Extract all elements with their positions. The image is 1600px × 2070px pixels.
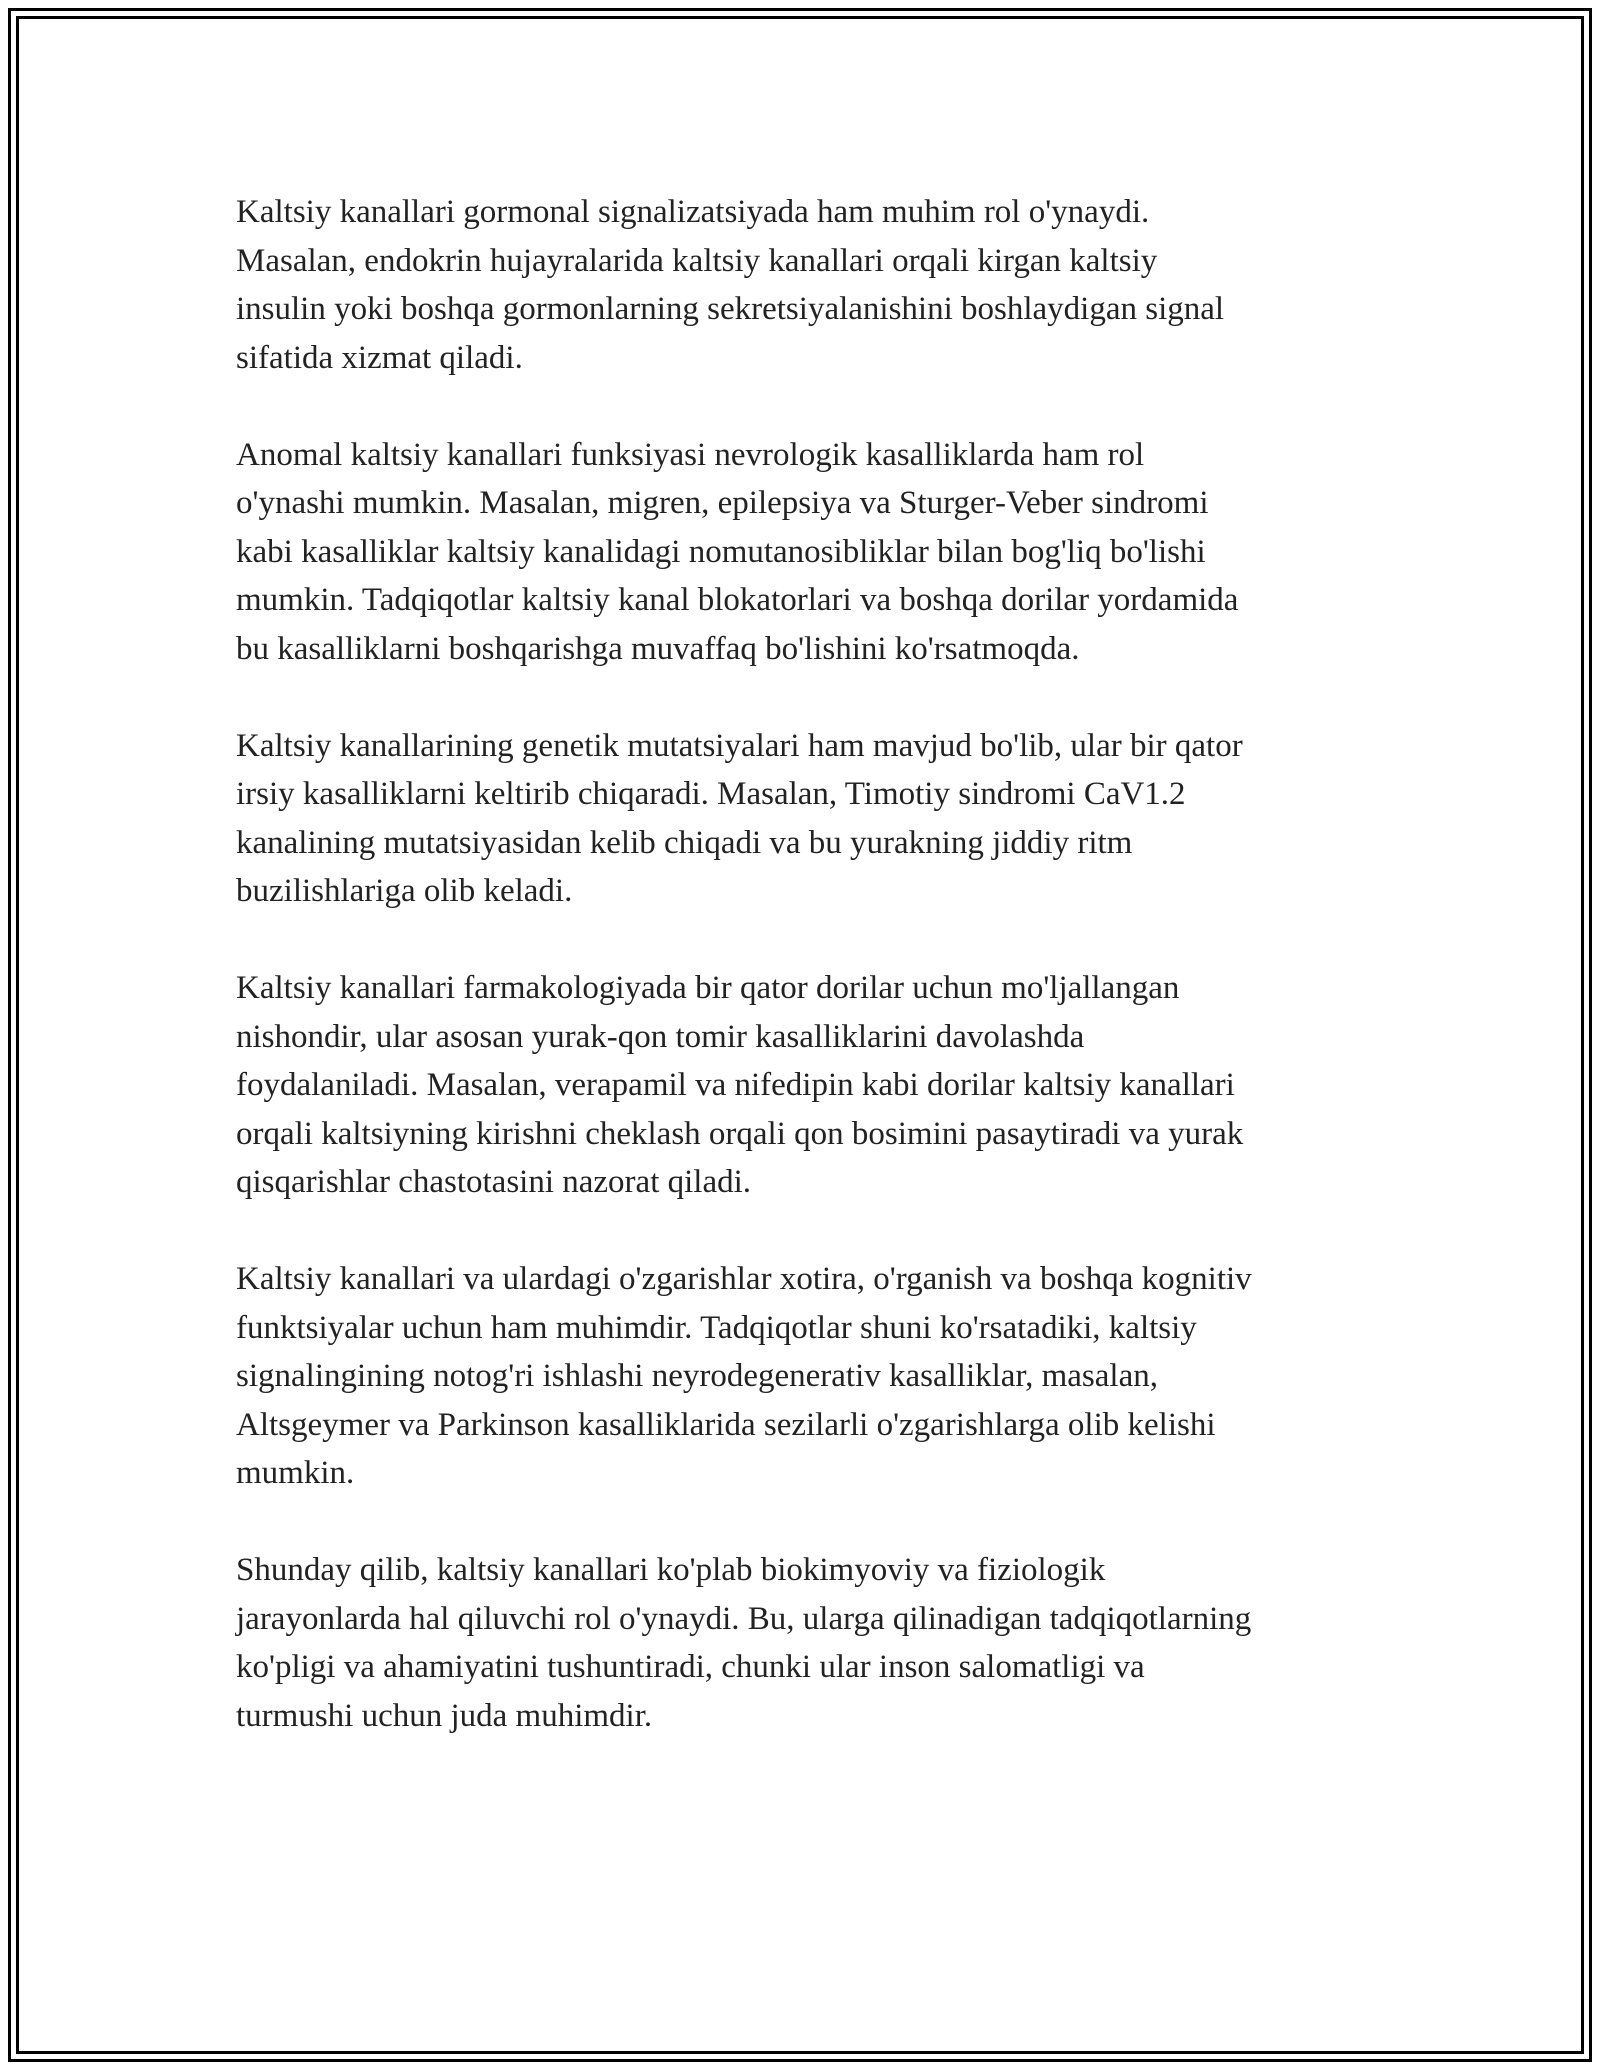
document-body [236, 188, 1406, 1789]
paragraph-1: Kaltsiy kanallari gormonal signalizatsiyada ham muhim rol o'ynaydi. Masalan, endokrin hujayralarida kaltsiy kanallari orqali kirgan kaltsiy insulin yoki boshqa gormonlarning sekretsiyalanishini boshlaydigan signal sifatida xizmat qiladi. [236, 194, 1225, 376]
paragraph-3: Kaltsiy kanallarining genetik mutatsiyalari ham mavjud bo'lib, ular bir qator irsiy kasalliklarni keltirib chiqaradi. Masalan, Timotiy sindromi CaV1.2 kanalining mutatsiyasidan kelib chiqadi va bu yurakning jiddiy ritm buzilishlariga olib keladi. [236, 727, 1243, 909]
paragraph-2: Anomal kaltsiy kanallari funksiyasi nevrologik kasalliklarda ham rol o'ynashi mumkin. Masalan, migren, epilepsiya va Sturger-Veber sindromi kabi kasalliklar kaltsiy kanalidagi nomutanosibliklar bilan bog'liq bo'lishi mumkin. Tadqiqotlar kaltsiy kanal blokatorlari va boshqa dorilar yordamida bu kasalliklarni boshqarishga muvaffaq bo'lishini ko'rsatmoqda. [236, 436, 1239, 667]
paragraph-4: Kaltsiy kanallari farmakologiyada bir qator dorilar uchun mo'ljallangan nishondir, ular asosan yurak-qon tomir kasalliklarini davolashda foydalaniladi. Masalan, verapamil va nifedipin kabi dorilar kaltsiy kanallari orqali kaltsiyning kirishni cheklash orqali qon bosimini pasaytiradi va yurak qisqarishlar chastotasini nazorat qiladi. [236, 970, 1244, 1200]
paragraph-5: Kaltsiy kanallari va ulardagi o'zgarishlar xotira, o'rganish va boshqa kognitiv funktsiyalar uchun ham muhimdir. Tadqiqotlar shuni ko'rsatadiki, kaltsiy signalingining notog'ri ishlashi neyrodegenerativ kasalliklar, masalan, Altsgeymer va Parkinson kasalliklarida sezilarli o'zgarishlarga olib kelishi mumkin. [236, 1261, 1252, 1491]
paragraph-6: Shunday qilib, kaltsiy kanallari ko'plab biokimyoviy va fiziologik jarayonlarda hal qiluvchi rol o'ynaydi. Bu, ularga qilinadigan tadqiqotlarning ko'pligi va ahamiyatini tushuntiradi, chunki ular inson salomatligi va turmushi uchun juda muhimdir. [236, 1552, 1252, 1734]
